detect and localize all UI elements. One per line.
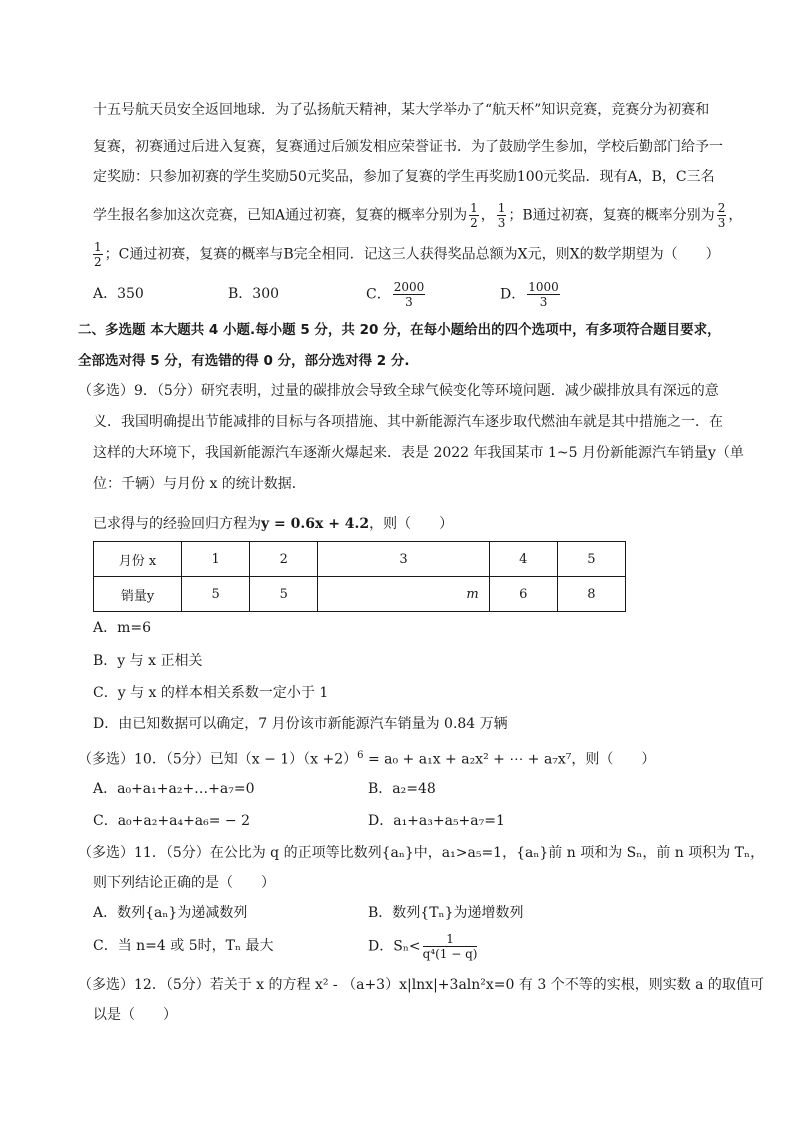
section-2-header-line-2: 全部选对得 5 分，有选错的得 0 分，部分选对得 2 分.	[78, 353, 410, 369]
table-cell: 3	[318, 542, 489, 577]
table-cell: 8	[557, 577, 625, 612]
table-cell: 2	[250, 542, 318, 577]
q11-line-1: （多选）11．（5分）在公比为 q 的正项等比数列{aₙ}中，a₁>a₅=1，{aₙ}前 n 项和为 Sₙ，前 n 项积为 Tₙ，	[78, 845, 765, 861]
q9-option-a: A．m=6	[93, 620, 152, 636]
q9-option-d: D．由已知数据可以确定，7 月份该市新能源汽车销量为 0.84 万辆	[93, 716, 508, 732]
q10-option-c: C．a₀+a₂+a₄+a₆= − 2	[93, 813, 251, 829]
table-cell: 4	[489, 542, 557, 577]
q8-option-b: B．300	[228, 286, 280, 302]
q8-line-1: 十五号航天员安全返回地球．为了弘扬航天精神，某大学举办了“航天杯”知识竞赛，竞赛分为初赛和	[93, 102, 710, 118]
q11-line-2: 则下列结论正确的是（ ）	[93, 875, 275, 891]
q10-option-d: D．a₁+a₃+a₅+a₇=1	[368, 813, 505, 829]
table-row	[94, 577, 626, 612]
q8-line-2: 复赛，初赛通过后进入复赛，复赛通过后颁发相应荣誉证书．为了鼓励学生参加，学校后勤部门给予一	[93, 139, 723, 155]
fraction-b1: $\frac{2}{3}$	[717, 201, 726, 230]
q11-option-d-label: D．Sₙ<	[368, 938, 421, 955]
q10-exponent: 6	[357, 750, 364, 761]
q11-option-d	[368, 932, 479, 961]
fraction-option-c: $\frac{2000}{3}$	[393, 280, 425, 309]
q8-option-c-label: C．	[366, 286, 391, 303]
section-2-header-line-1: 二、多选题 本大题共 4 小题.每小题 5 分，共 20 分，在每小题给出的四个选项中，有多项符合题目要求，	[78, 322, 721, 338]
table-cell: 5	[557, 542, 625, 577]
fraction-option-d-q11: $\frac{1}{\text{q⁴(1 − q)}}$	[422, 932, 478, 961]
q8-line-4	[93, 201, 742, 230]
table-cell: 月份 x	[94, 542, 182, 577]
q8-line-5	[91, 240, 720, 269]
q12-line-1: （多选）12．（5分）若关于 x 的方程 x² - （a+3）x|lnx|+3aln²x=0 有 3 个不等的实根，则实数 a 的取值可	[78, 977, 764, 993]
q10-line-1-suffix: = a₀ + a₁x + a₂x² + ⋯ + a₇x⁷，则（ ）	[363, 751, 656, 768]
table-cell: 5	[250, 577, 318, 612]
regression-equation: y = 0.6x + 4.2	[261, 516, 370, 532]
fraction-a1: $\frac{1}{2}$	[470, 201, 478, 230]
q9-line-3: 这样的大环境下，我国新能源汽车逐渐火爆起来．表是 2022 年我国某市 1~5 月份新能源汽车销量y（单	[93, 445, 744, 461]
q8-option-a: A．350	[93, 286, 144, 302]
q9-line-5	[93, 514, 453, 534]
q9-line-5-suffix: ，则（ ）	[369, 516, 454, 532]
q11-option-b: B．数列{Tₙ}为递增数列	[368, 905, 524, 921]
q11-option-a: A．数列{aₙ}为递减数列	[93, 905, 248, 921]
fraction-a2: $\frac{1}{3}$	[497, 201, 506, 230]
fraction-b2: $\frac{1}{2}$	[94, 240, 102, 269]
data-table	[93, 541, 626, 612]
q9-option-b: B．y 与 x 正相关	[93, 653, 203, 669]
q10-option-b: B．a₂=48	[368, 781, 436, 797]
table-cell: 5	[182, 577, 250, 612]
q8-line-3: 定奖励：只参加初赛的学生奖励50元奖品，参加了复赛的学生再奖励100元奖品．现有A，B，C三名	[93, 169, 715, 185]
q8-line-4-text-a: 学生报名参加这次竞赛，已知A通过初赛，复赛的概率分别为	[93, 207, 468, 224]
table-cell: m	[318, 577, 489, 612]
q8-line-4-text-c: ；B通过初赛，复赛的概率分别为	[508, 207, 715, 224]
fraction-option-d: $\frac{1000}{3}$	[528, 280, 559, 309]
q8-option-c	[366, 280, 427, 309]
table-cell: 1	[182, 542, 250, 577]
q8-sep-1: ，	[480, 207, 495, 224]
table-row	[94, 542, 626, 577]
q9-line-4: 位：千辆）与月份 x 的统计数据．	[93, 476, 306, 492]
q8-sep-2: ，	[728, 207, 743, 224]
q10-option-a: A．a₀+a₁+a₂+…+a₇=0	[93, 781, 255, 797]
q9-line-2: 义．我国明确提出节能减排的目标与各项措施、其中新能源汽车逐步取代燃油车就是其中措施之一．在	[93, 414, 723, 430]
q8-option-d-label: D．	[500, 286, 526, 303]
q9-option-c: C．y 与 x 的样本相关系数一定小于 1	[93, 685, 329, 701]
table-cell: 6	[489, 577, 557, 612]
q8-option-d	[500, 280, 562, 309]
q9-line-5-text: 已求得与的经验回归方程为	[93, 516, 261, 532]
q10-line-1	[78, 746, 655, 770]
q12-line-2: 以是（ ）	[93, 1007, 177, 1023]
q11-option-c: C．当 n=4 或 5时，Tₙ 最大	[93, 938, 274, 954]
table-cell: 销量y	[94, 577, 182, 612]
q8-line-5-text: ；C通过初赛，复赛的概率与B完全相同．记这三人获得奖品总额为X元，则X的数学期望为（ ）	[104, 246, 720, 263]
q10-line-1-text: （多选）10．（5分）已知（x − 1）（x +2）	[78, 751, 358, 768]
q9-line-1: （多选）9．（5分）研究表明，过量的碳排放会导致全球气候变化等环境问题．减少碳排放具有深远的意	[78, 383, 719, 399]
